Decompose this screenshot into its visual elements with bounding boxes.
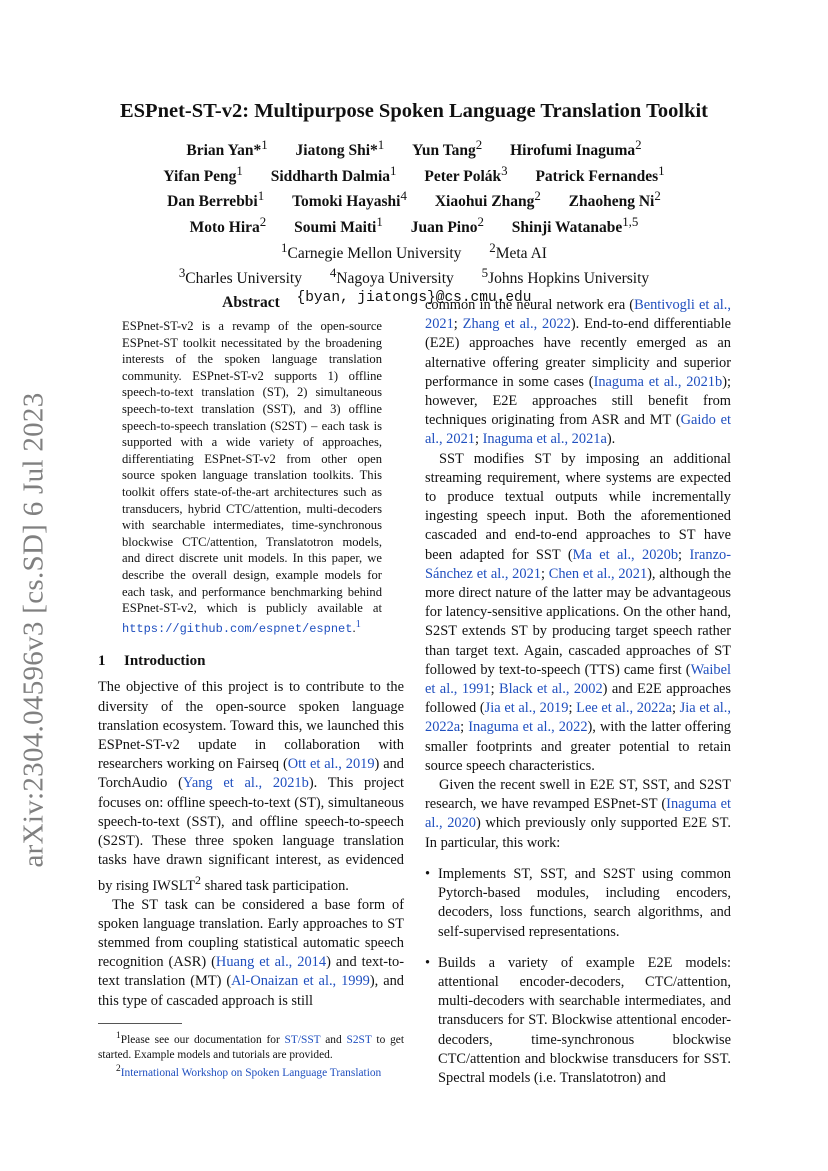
citation-link[interactable]: Inaguma et al., 2022 <box>468 719 588 736</box>
affiliation: $^5$Johns Hopkins University <box>481 265 650 288</box>
affiliation-row <box>90 263 738 289</box>
citation-link[interactable]: Zhang et al., 2022 <box>462 316 571 333</box>
paragraph: SST modifies ST by imposing an additional streaming requirement, where systems are expected to produce textual outputs while incrementally ingesting speech input. Both the aforementioned cascaded and end-to-end approaches to ST have been adapted for SST (Ma et al., 2020b; Iranzo-Sánchez et al., 2021; Chen et al., 2021), although the more direct nature of the latter may be advantageous for latency-sensitive applications. On the other hand, S2ST extends ST by producing target speech rather than target text. Again, cascaded approaches of ST followed by text-to-speech (TTS) came first (Waibel et al., 1991; Black et al., 2002) and E2E approaches followed (Jia et al., 2019; Lee et al., 2022a; Jia et al., 2022a; Inaguma et al., 2022), with the latter offering smaller footprints and greater potential to retain source speech characteristics. <box>425 450 731 774</box>
bullet-icon: • <box>425 865 431 882</box>
citation-link[interactable]: Al-Onaizan et al., 1999 <box>231 973 370 990</box>
author-email: {byan, jiatongs}@cs.cmu.edu <box>296 289 532 306</box>
author: Peter Polák$^3$ <box>424 162 508 185</box>
author-row <box>90 186 738 212</box>
citation-link[interactable]: Iranzo-Sánchez et al., 2021 <box>425 546 731 582</box>
list-item: • Builds a variety of example E2E models: attentional encoder-decoders, CTC/attention, multi-decoders with searchable intermediates, and transducers for ST. Blockwise attentional encoder-decoders, time-synchronous blockwise CTC/attention and blockwise transducers for SST. Spectral models (i.e. Translatotron) and <box>425 954 731 1086</box>
paragraph: common in the neural network era (Bentivogli et al., 2021; Zhang et al., 2022). End-to-end differentiable (E2E) approaches have recently emerged as an alternative offering greater simplicity and superior performance in some cases (Inaguma et al., 2021b); however, E2E approaches still benefit from techniques originating from ASR and MT (Gaido et al., 2021; Inaguma et al., 2021a). <box>425 297 732 448</box>
citation-link[interactable]: S2ST <box>346 1033 372 1046</box>
author-row <box>90 161 738 187</box>
arxiv-stamp <box>4 380 64 880</box>
author-row <box>90 135 738 161</box>
author: Dan Berrebbi$^1$ <box>167 188 265 211</box>
footnote: $^1$Please see our documentation for ST/SST and S2ST to get started. Example models and tutorials are provided. <box>98 1031 404 1061</box>
affiliation: $^2$Meta AI <box>489 239 547 262</box>
citation-link[interactable]: Huang et al., 2014 <box>215 954 327 971</box>
citation-link[interactable]: Ott et al., 2019 <box>287 756 375 773</box>
affiliation-row <box>90 238 738 264</box>
author: Shinji Watanabe$^{1,5}$ <box>511 213 639 237</box>
author-block <box>90 135 738 308</box>
citation-link[interactable]: Chen et al., 2021 <box>548 565 648 582</box>
affiliation: $^4$Nagoya University <box>329 265 454 288</box>
repository-link[interactable]: https://github.com/espnet/espnet <box>122 621 353 636</box>
footnotes <box>98 1023 404 1081</box>
author: Hirofumi Inaguma$^2$ <box>510 137 642 160</box>
author: Jiatong Shi*$^1$ <box>295 137 385 160</box>
footnote <box>98 1062 404 1081</box>
author: Zhaoheng Ni$^2$ <box>568 188 661 211</box>
citation-link[interactable]: Lee et al., 2022a <box>576 700 672 717</box>
author-row <box>90 212 738 238</box>
footnote-mark: 1 <box>116 1031 121 1041</box>
paragraph: Given the recent swell in E2E ST, SST, and S2ST research, we have revamped ESPnet-ST (Inaguma et al., 2020) which previously only supported E2E ST. In particular, this work: <box>425 777 731 851</box>
author: Juan Pino$^2$ <box>410 213 484 237</box>
citation-link[interactable]: Inaguma et al., 2021a <box>482 431 607 448</box>
paragraph: The ST task can be considered a base form of spoken language translation. Early approaches to ST stemmed from coupling statistical automatic speech recognition (ASR) (Huang et al., 2014) and text-to-text translation (MT) (Al-Onaizan et al., 1999), and this type of cascaded approach is still <box>98 896 405 1009</box>
author: Soumi Maiti$^1$ <box>294 213 383 237</box>
citation-link[interactable]: Waibel et al., 1991 <box>425 661 731 698</box>
citation-link[interactable]: Inaguma et al., 2021b <box>593 373 723 390</box>
author: Moto Hira$^2$ <box>189 213 267 237</box>
citation-link[interactable]: Jia et al., 2019 <box>484 700 569 717</box>
footnote-rule <box>98 1023 182 1024</box>
footnote-mark: 2 <box>195 872 202 887</box>
author: Siddharth Dalmia$^1$ <box>270 162 397 185</box>
paper-title: ESPnet-ST-v2: Multipurpose Spoken Language Translation Toolkit <box>119 100 708 122</box>
contribution-list <box>425 865 731 1088</box>
author: Yifan Peng$^1$ <box>163 162 243 185</box>
right-column <box>425 296 731 1100</box>
footnote-mark: 2 <box>116 1064 121 1075</box>
abstract-heading: Abstract <box>222 294 280 311</box>
author: Xiaohui Zhang$^2$ <box>434 188 541 211</box>
citation-link[interactable]: Inaguma et al., 2020 <box>425 796 731 832</box>
paragraph: The objective of this project is to contribute to the diversity of the open-source spoken language translation ecosystem. Toward this, we launched this ESPnet-ST-v2 update in collaboration with researchers working on Fairseq (Ott et al., 2019) and TorchAudio (Yang et al., 2021b). This project focuses on: offline speech-to-text (ST), simultaneous speech-to-text (SST), and offline speech-to-speech (S2ST). These three spoken language translation tasks have drawn significant interest, as evidenced by rising IWSLT$^2$ shared task participation. <box>98 679 404 894</box>
author: Brian Yan*$^1$ <box>186 137 268 160</box>
citation-link[interactable]: International Workshop on Spoken Language Translation <box>120 1067 382 1080</box>
abstract-text: ESPnet-ST-v2 is a revamp of the open-source ESPnet-ST toolkit necessitated by the broadening interests of the spoken language translation community. ESPnet-ST-v2 supports 1) offline speech-to-text translation (ST), 2) simultaneous speech-to-text translation (SST), and 3) offline speech-to-speech translation (S2ST) – each task is supported with a wide variety of approaches, differentiating ESPnet-ST-v2 from other open source spoken language translation toolkits. This toolkit offers state-of-the-art architectures such as transducers, hybrid CTC/attention, multi-decoders with searchable intermediates, time-synchronous blockwise CTC/attention, Translatotron models, and direct discrete unit models. In this paper, we describe the overall design, example models for each task, and performance benchmarking behind ESPnet-ST-v2, which is publicly available at https://github.com/espnet/espnet.$^1$ <box>122 319 382 636</box>
citation-link[interactable]: Gaido et al., 2021 <box>425 412 732 448</box>
affiliation: $^1$Carnegie Mellon University <box>281 239 462 262</box>
left-column <box>98 294 404 1011</box>
list-item: • Implements ST, SST, and S2ST using common Pytorch-based modules, including encoders, decoders, loss functions, search algorithms, and self-supervised representations. <box>425 865 731 940</box>
citation-link[interactable]: Ma et al., 2020b <box>572 546 679 563</box>
bullet-icon: • <box>425 954 431 971</box>
author: Patrick Fernandes$^1$ <box>535 162 665 185</box>
arxiv-identifier: arXiv:2304.04596v3 [cs.SD] 6 Jul 2023 <box>17 392 50 868</box>
section-heading: 1 Introduction <box>98 653 206 670</box>
author: Yun Tang$^2$ <box>412 137 483 160</box>
citation-link[interactable]: Bentivogli et al., 2021 <box>425 297 731 333</box>
citation-link[interactable]: Yang et al., 2021b <box>182 775 309 792</box>
affiliation: $^3$Charles University <box>178 265 302 288</box>
citation-link[interactable]: ST/SST <box>284 1033 321 1046</box>
author: Tomoki Hayashi$^4$ <box>292 188 407 211</box>
citation-link[interactable]: Black et al., 2002 <box>499 681 603 698</box>
citation-link[interactable]: Jia et al., 2022a <box>425 700 731 736</box>
